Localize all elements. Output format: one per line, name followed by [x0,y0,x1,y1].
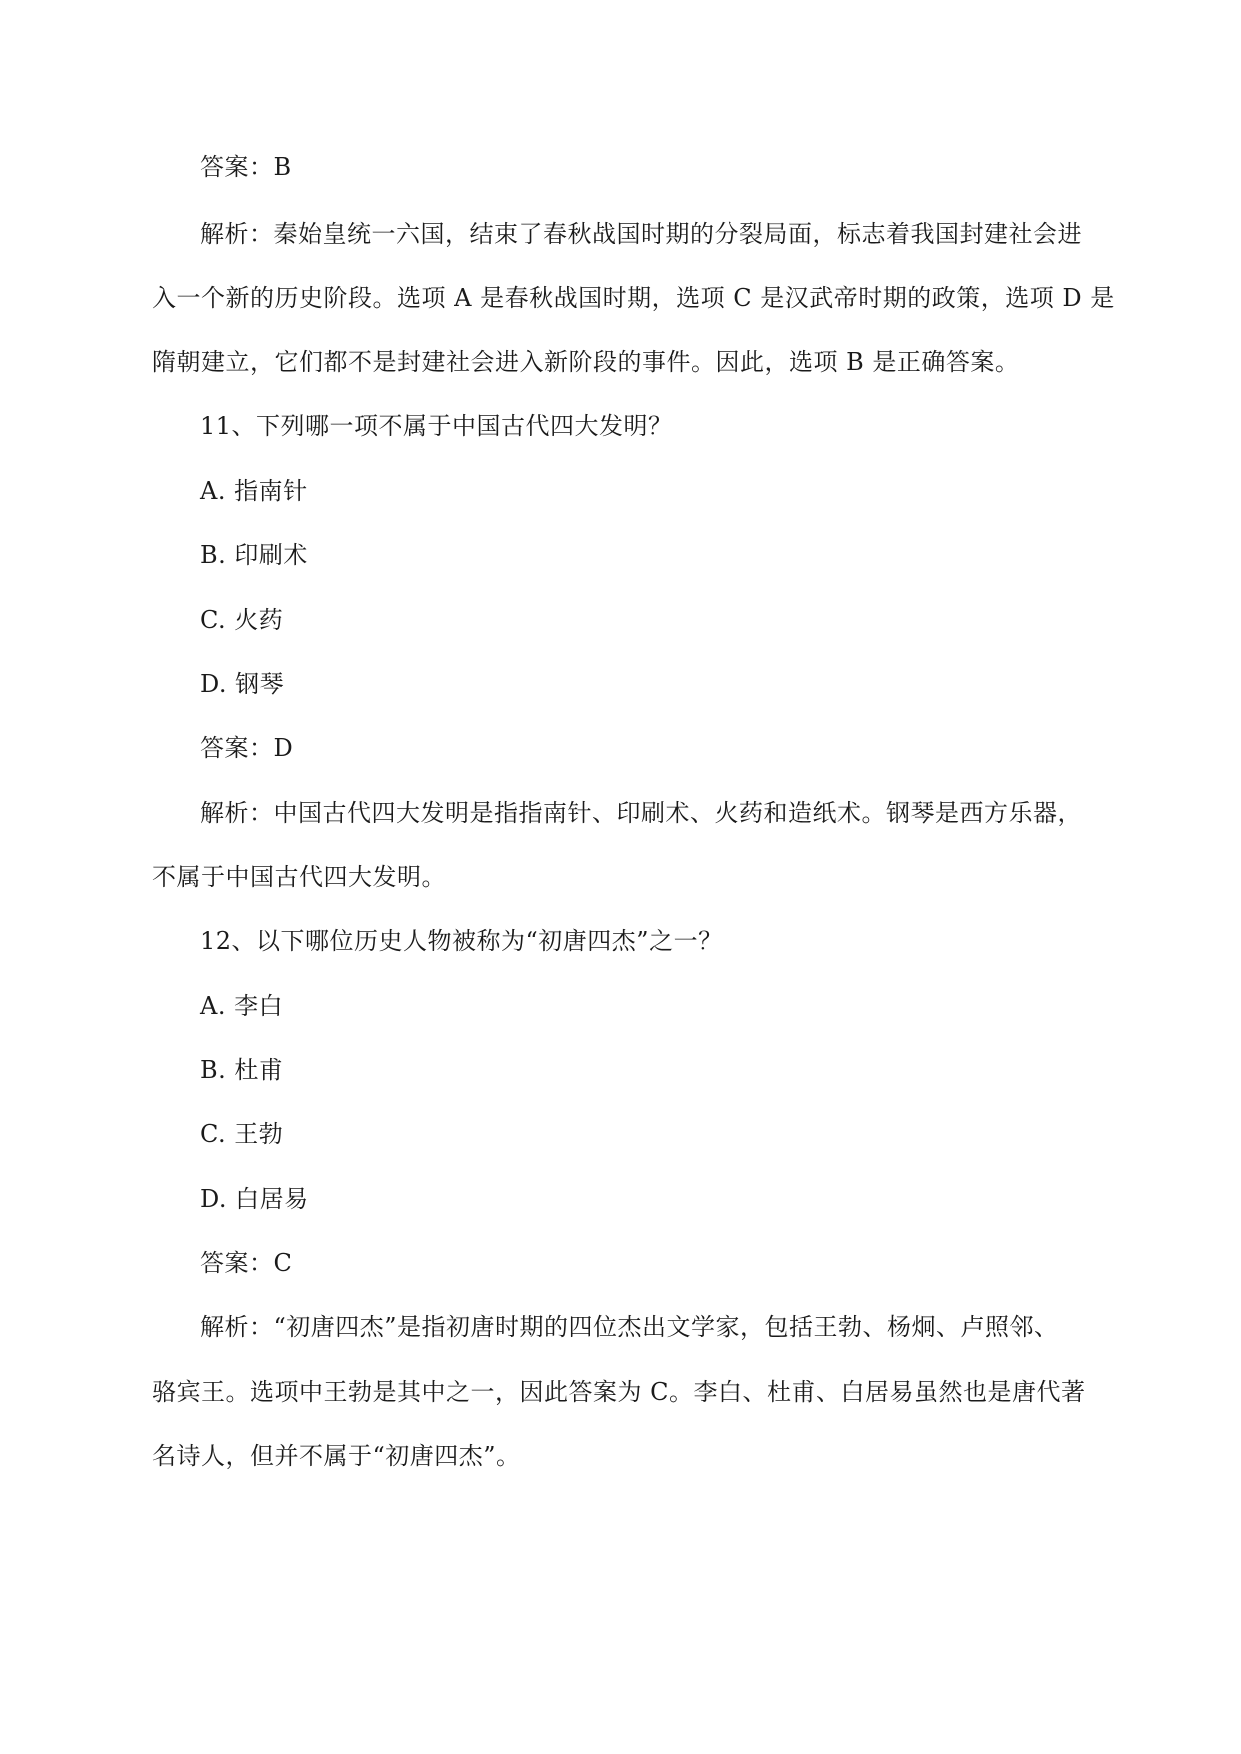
q11-option-a: A. 指南针 [200,477,308,505]
q12-analysis-line-2: 骆宾王。选项中王勃是其中之一，因此答案为 C。李白、杜甫、白居易虽然也是唐代著 [152,1378,1086,1406]
q11-answer: 答案：D [200,734,294,762]
q11-analysis-line-2: 不属于中国古代四大发明。 [152,863,446,891]
q10-analysis-line-1: 解析：秦始皇统一六国，结束了春秋战国时期的分裂局面，标志着我国封建社会进 [200,220,1082,248]
q12-option-a: A. 李白 [200,992,284,1020]
q11-analysis-line-1: 解析：中国古代四大发明是指指南针、印刷术、火药和造纸术。钢琴是西方乐器， [200,799,1082,827]
q12-option-c: C. 王勃 [200,1120,284,1148]
q10-answer: 答案：B [200,153,292,181]
q11-question: 11、下列哪一项不属于中国古代四大发明？ [200,412,673,440]
q10-analysis-line-3: 隋朝建立，它们都不是封建社会进入新阶段的事件。因此，选项 B 是正确答案。 [152,348,1020,376]
q11-option-c: C. 火药 [200,606,284,634]
q12-analysis-line-3: 名诗人，但并不属于“初唐四杰”。 [152,1442,521,1470]
q10-analysis-line-2: 入一个新的历史阶段。选项 A 是春秋战国时期，选项 C 是汉武帝时期的政策，选项 D 是 [152,284,1115,312]
q12-answer: 答案：C [200,1249,293,1277]
q12-option-d: D. 白居易 [200,1185,309,1213]
q11-option-d: D. 钢琴 [200,670,285,698]
q11-option-b: B. 印刷术 [200,541,308,569]
q12-option-b: B. 杜甫 [200,1056,284,1084]
q12-analysis-line-1: 解析：“初唐四杰”是指初唐时期的四位杰出文学家，包括王勃、杨炯、卢照邻、 [200,1313,1059,1341]
q12-question: 12、以下哪位历史人物被称为“初唐四杰”之一？ [200,927,723,955]
